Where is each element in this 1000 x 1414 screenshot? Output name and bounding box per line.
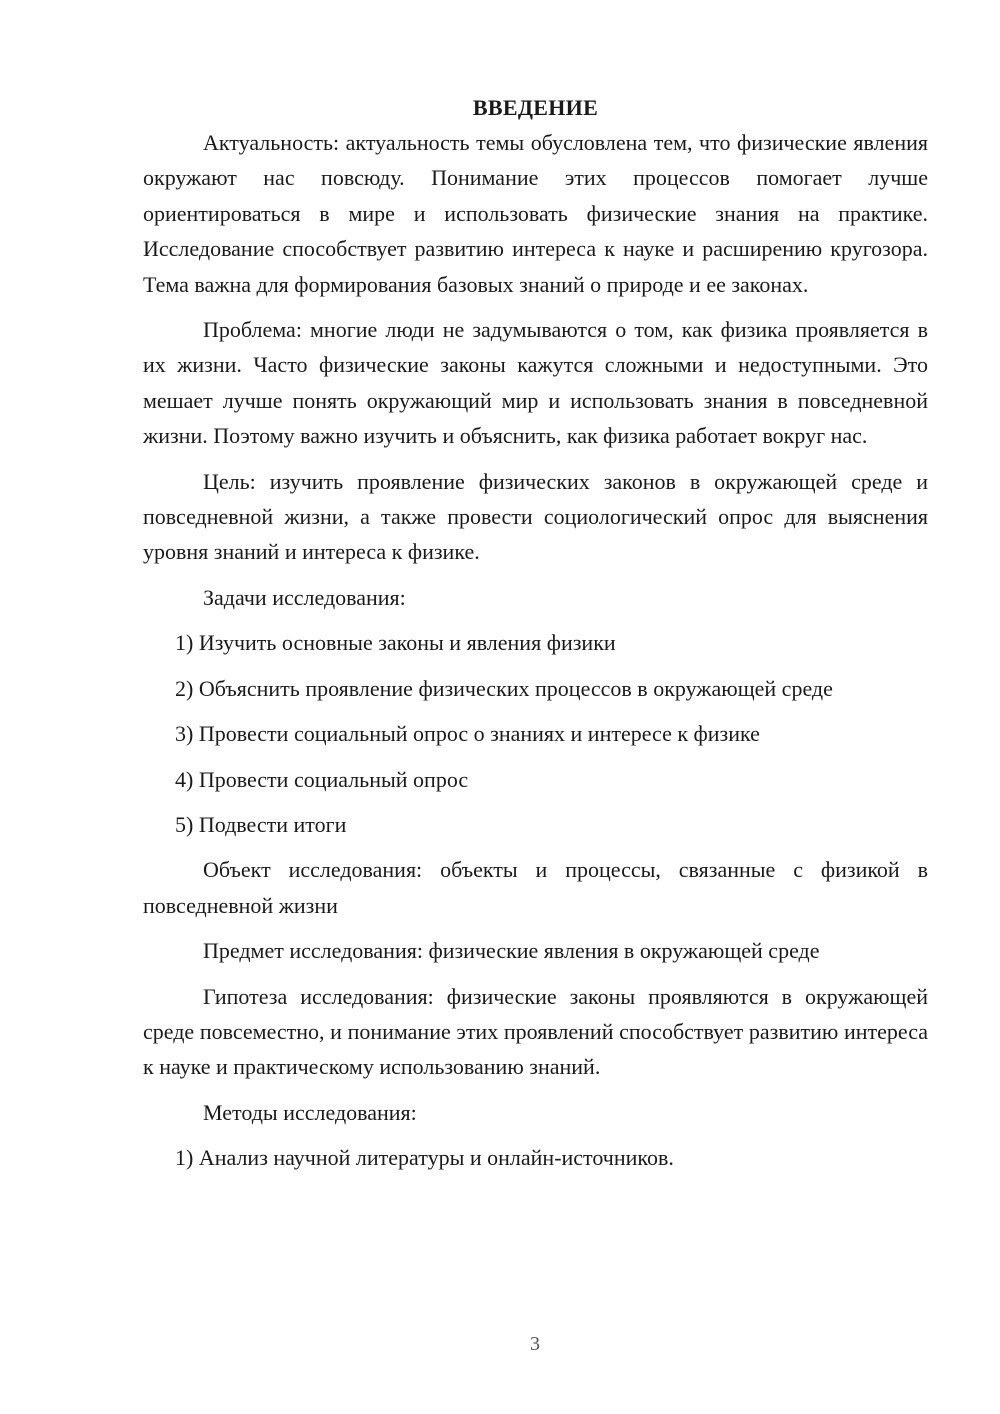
task-item: 5) Подвести итоги [175, 811, 347, 837]
task-item: 2) Объяснить проявление физических процессов в окружающей среде [175, 675, 833, 701]
relevance-paragraph: Актуальность: актуальность темы обусловлена тем, что физические явления окружают нас повсюду. Понимание этих процессов помогает лучше ориентироваться в мире и использовать физические знания на практике. Исследование способствует развитию интереса к науке и расширению кругозора. Тема важна для формирования базовых знаний о природе и ее законах. [143, 130, 928, 297]
problem-paragraph: Проблема: многие люди не задумываются о том, как физика проявляется в их жизни. Часто физические законы кажутся сложными и недоступными. Это мешает лучше понять окружающий мир и использовать знания в повседневной жизни. Поэтому важно изучить и объяснить, как физика работает вокруг нас. [143, 317, 928, 449]
tasks-heading: Задачи исследования: [203, 584, 406, 610]
section-title: ВВЕДЕНИЕ [472, 95, 599, 120]
method-item: 1) Анализ научной литературы и онлайн-источников. [175, 1145, 674, 1171]
hypothesis-paragraph: Гипотеза исследования: физические законы проявляются в окружающей среде повсеместно, и понимание этих проявлений способствует развитию интереса к науке и практическому использованию знаний. [143, 983, 928, 1080]
methods-heading: Методы исследования: [203, 1099, 417, 1125]
document-page [143, 90, 928, 1186]
object-paragraph: Объект исследования: объекты и процессы, связанные с физикой в повседневной жизни [143, 857, 928, 918]
subject-paragraph: Предмет исследования: физические явления в окружающей среде [203, 938, 820, 964]
task-item: 3) Провести социальный опрос о знаниях и интересе к физике [175, 721, 760, 747]
page-number: 3 [530, 1333, 540, 1355]
task-item: 1) Изучить основные законы и явления физики [175, 630, 616, 656]
task-item: 4) Провести социальный опрос [175, 766, 469, 792]
goal-paragraph: Цель: изучить проявление физических законов в окружающей среде и повседневной жизни, а также провести социологический опрос для выяснения уровня знаний и интереса к физике. [143, 468, 928, 565]
